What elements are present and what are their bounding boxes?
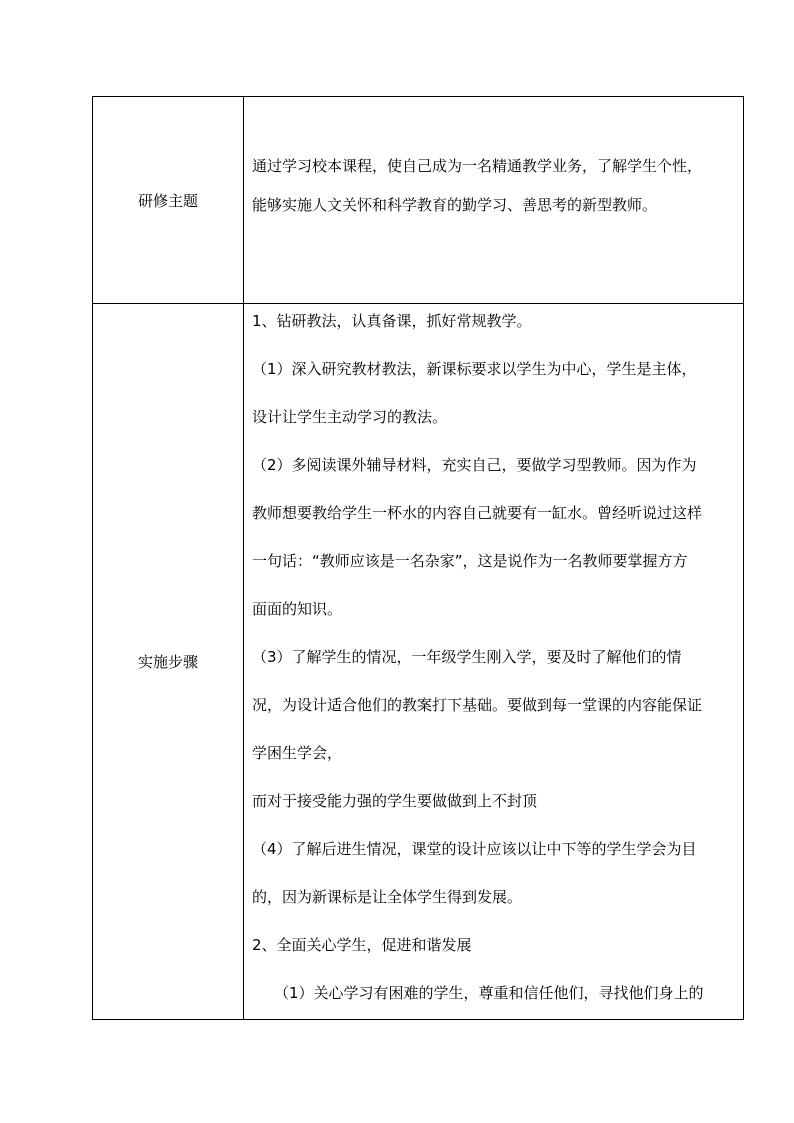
plan-table [92, 96, 744, 1020]
theme-label [93, 97, 244, 304]
step-line: 一句话：“教师应该是一名杂家”，这是说作为一名教师要掌握方方 [252, 552, 688, 570]
step-line: 1、钻研教法，认真备课，抓好常规教学。 [252, 312, 532, 330]
step-line: 面面的知识。 [252, 600, 343, 618]
step-line: （2）多阅读课外辅导材料，充实自己，要做学习型教师。因为作为 [252, 456, 697, 474]
step-paragraph [252, 354, 737, 432]
step-line: 况，为设计适合他们的教案打下基础。要做到每一堂课的内容能保证 [252, 696, 703, 714]
theme-line: 能够实施人文关怀和科学教育的勤学习、善思考的新型教师。 [252, 196, 658, 214]
step-paragraph [252, 978, 737, 1008]
step-line: （1）深入研究教材教法，新课标要求以学生为中心，学生是主体， [252, 360, 697, 378]
step-line: （4）了解后进生情况，课堂的设计应该以让中下等的学生学会为目 [252, 840, 697, 858]
step-line: （3）了解学生的情况，一年级学生刚入学，要及时了解他们的情 [252, 648, 682, 666]
theme-content [244, 97, 744, 304]
step-paragraph [252, 786, 737, 816]
step-paragraph [252, 930, 737, 960]
step-line: 设计让学生主动学习的教法。 [252, 408, 448, 426]
step-line: （1）关心学习有困难的学生，尊重和信任他们，寻找他们身上的 [274, 984, 704, 1002]
step-line: 教师想要教给学生一杯水的内容自己就要有一缸水。曾经听说过这样 [252, 504, 703, 522]
steps-label-text: 实施步骤 [137, 653, 198, 671]
step-line: 2、全面关心学生，促进和谐发展 [252, 936, 472, 954]
step-line: 的，因为新课标是让全体学生得到发展。 [252, 888, 523, 906]
step-paragraph [252, 450, 737, 624]
steps-row [93, 304, 744, 1020]
step-paragraph [252, 306, 737, 336]
step-paragraph [252, 834, 737, 912]
steps-label [93, 304, 244, 1020]
steps-content [244, 304, 744, 1020]
theme-line: 通过学习校本课程，使自己成为一名精通教学业务，了解学生个性， [252, 157, 703, 175]
theme-label-text: 研修主题 [137, 191, 198, 210]
step-line: 学困生学会， [252, 744, 343, 762]
step-line: 而对于接受能力强的学生要做做到上不封顶 [252, 792, 538, 810]
theme-row [93, 97, 744, 304]
step-paragraph [252, 642, 737, 768]
